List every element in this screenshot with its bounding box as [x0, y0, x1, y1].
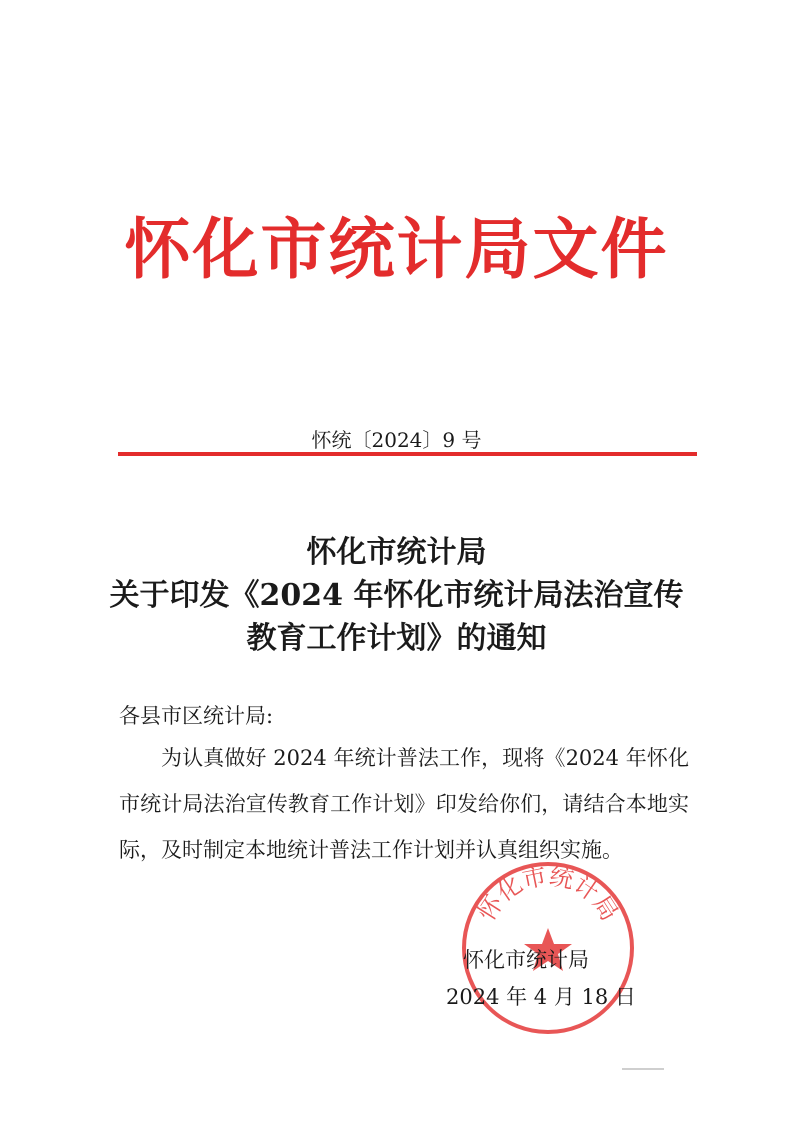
- salutation: 各县市区统计局:: [119, 704, 274, 728]
- document-number: 怀统〔2024〕9 号: [311, 428, 482, 452]
- signature-organization: 怀化市统计局: [463, 948, 589, 972]
- body-paragraph: 为认真做好 2024 年统计普法工作，现将《2024 年怀化市统计局法治宣传教育工作计划》印发给你们，请结合本地实际，及时制定本地统计普法工作计划并认真组织实施。: [119, 746, 689, 862]
- signature-date: 2024 年 4 月 18 日: [446, 985, 636, 1009]
- notice-title-line-3: 教育工作计划》的通知: [246, 621, 547, 656]
- notice-title-line-1: 怀化市统计局: [306, 535, 487, 570]
- svg-text:怀化市统计局: [472, 862, 623, 926]
- red-divider-line: [118, 452, 697, 456]
- seal-text: 怀化市统计局: [472, 861, 624, 926]
- footer-dash: [622, 1068, 664, 1070]
- notice-title-line-2: 关于印发《2024 年怀化市统计局法治宣传: [109, 578, 684, 613]
- masthead-title: 怀化市统计局文件: [124, 211, 669, 288]
